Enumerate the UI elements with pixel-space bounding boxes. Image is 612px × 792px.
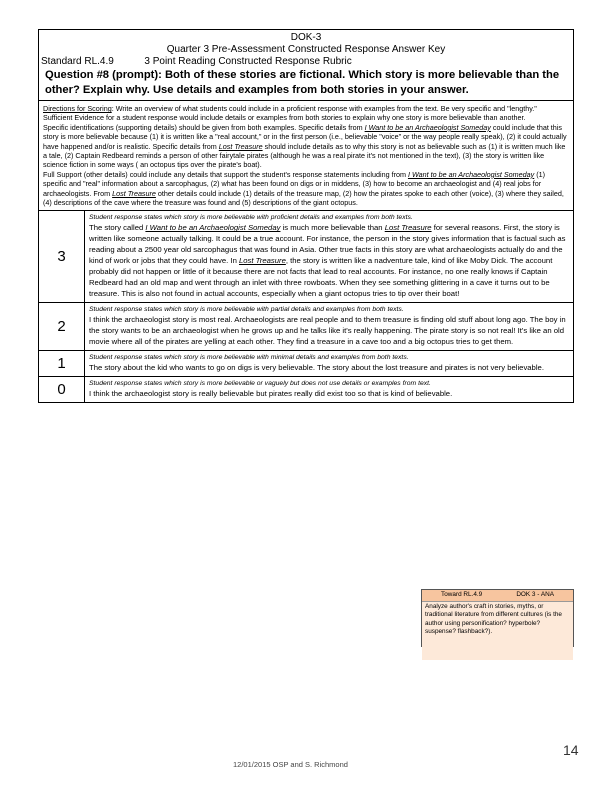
score-value: 2 <box>39 303 85 350</box>
footer: 12/01/2015 OSP and S. Richmond <box>233 760 348 769</box>
specific-text-a: Specific identifications (supporting details) should be given from both examples. Specific details from <box>43 122 365 132</box>
specific-text-b: could include that this story is more believable because (1) it is written like a "real account," or in the first person (i.e., believable "voice" or the way people really speak), (2) it could actually have happened and/or is realistic. Specific details from <box>43 122 567 151</box>
standard-line <box>41 56 571 68</box>
score-criteria: Student response states which story is more believable or vaguely but does not use details or examples from text. <box>89 380 431 388</box>
story-title: I Want to be an Archaeologist Someday <box>407 169 535 179</box>
header <box>39 30 573 101</box>
specific-paragraph <box>43 123 569 170</box>
standard-box-header <box>422 590 573 602</box>
score-row-1 <box>39 351 573 377</box>
rubric-label: 3 Point Reading Constructed Response Rubric <box>144 56 352 67</box>
sample-text-b: is much more believable than <box>280 223 385 233</box>
scoring-text: : Write an overview of what students could include in a proficient response with examples from the text. Be very specific and "lengthy." <box>111 104 537 113</box>
score-criteria: Student response states which story is more believable with minimal details and examples from both texts. <box>89 354 409 362</box>
specific-text-c: should include details as to why this story is not as believable such as (1) it is written much like a tale, (2) Captain Redbeard reminds a person of other fairytale pirates (although he was a real pirate it's not mentioned in the text), (3) the story is written like science fiction in some ways ( an octopus tips over the pirate's boat). <box>43 141 566 170</box>
page-number: 14 <box>563 742 579 758</box>
score-value: 0 <box>39 377 85 402</box>
story-title: Lost Treasure <box>112 188 156 198</box>
sample-text-a: The story called <box>89 223 146 233</box>
score-description <box>85 303 573 350</box>
standard-box <box>421 589 574 647</box>
scoring-label: Directions for Scoring <box>43 104 112 113</box>
sample-response: The story about the kid who wants to go on digs is very believable. The story about the lost treasure and pirates is not very believable. <box>89 363 544 373</box>
sample-response: I think the archaeologist story is most real. Archaeologists are real people and to them treasure is finding old stuff about long ago. The boy in the story wants to be an archaeologist when he grows up and he talks like it's really happening. The pirate story is so not real! It's like an old movie where all of the pirates are yelling at each other. They find a treasure in a cave too and a big octopus tries to get them. <box>89 315 566 347</box>
score-description <box>85 211 573 302</box>
story-title: Lost Treasure <box>218 141 263 151</box>
full-text-a: Full Support (other details) could include any details that support the student's response statements including from <box>43 169 408 179</box>
score-row-2 <box>39 303 573 351</box>
dok-label: DOK-3 <box>290 32 322 43</box>
sufficient-paragraph: Sufficient Evidence for a student response would include details or examples from both stories to explain why one story is more believable than another. <box>43 113 526 123</box>
score-description <box>85 351 573 376</box>
story-title: Lost Treasure <box>239 256 286 266</box>
score-row-0 <box>39 377 573 402</box>
score-criteria: Student response states which story is more believable with proficient details and examples from both texts. <box>89 214 413 222</box>
score-row-3 <box>39 211 573 303</box>
standard-box-text: Analyze author's craft in stories, myths, or traditional literature from different cultures (is the author using personification? hyperbole? suspense? flashback?). <box>422 602 573 660</box>
full-text-c: other details could include (1) details of the treasure map, (2) how the pirates spoke to each other (voice), (3) where they sailed, (4) descriptions of the cave where the treasure was found and (5) descriptions of the giant octopus. <box>43 188 564 208</box>
full-text-b: (1) specific and "real" information about a sarcophagus, (2) what has been found on digs or in middens, (3) how to become an archaeologist and (4) real jobs for archaeologists. From <box>43 169 545 198</box>
story-title: I Want to be an Archaeologist Someday <box>145 223 281 233</box>
story-title: I Want to be an Archaeologist Someday <box>364 122 491 132</box>
standard-label: Standard RL.4.9 <box>41 56 114 67</box>
standard-box-standard: Toward RL.4.9 <box>441 591 483 598</box>
standard-box-dok: DOK 3 - ANA <box>516 591 554 598</box>
sample-text-d: , the story is written like a nadventure tale, kind of like Moby Dick. The account probably did not happen or little of it because there are not facts that lead to real accounts. For instance, no one really knows if Captain Redbeard had an old map and went through an inlet with three rowboats. When they see something glittering in a cave it turns out to be treasure. This is also not found in actual accounts, especially when a giant octopus tries to tip over their boat! <box>89 256 553 299</box>
score-description <box>85 377 573 402</box>
page-title: Quarter 3 Pre-Assessment Constructed Response Answer Key <box>166 44 446 55</box>
score-value: 1 <box>39 351 85 376</box>
directions <box>39 101 573 211</box>
full-support-paragraph <box>43 170 569 208</box>
scoring-paragraph <box>43 104 569 113</box>
score-value: 3 <box>39 211 85 302</box>
story-title: Lost Treasure <box>384 223 432 233</box>
sample-response: I think the archaeologist story is really believable but pirates really did exist too so that is kind of believable. <box>89 389 453 399</box>
score-criteria: Student response states which story is more believable with partial details and examples from both texts. <box>89 306 404 314</box>
prompt: Question #8 (prompt): Both of these stories are fictional. Which story is more believable than the other? Explain why. Use details and examples from both stories in your answer. <box>45 69 560 96</box>
sample-text-c: for several reasons. First, the story is written like someone actually talking. It could be a true account. For instance, the person in the story gives information that is factual such as reading about a 2500 year old sarcophagus that was found in Asia. Other true facts in this story are what archaeologists actually do and the kind of work or jobs that they could have. In <box>89 223 566 266</box>
rubric-frame <box>38 29 574 403</box>
